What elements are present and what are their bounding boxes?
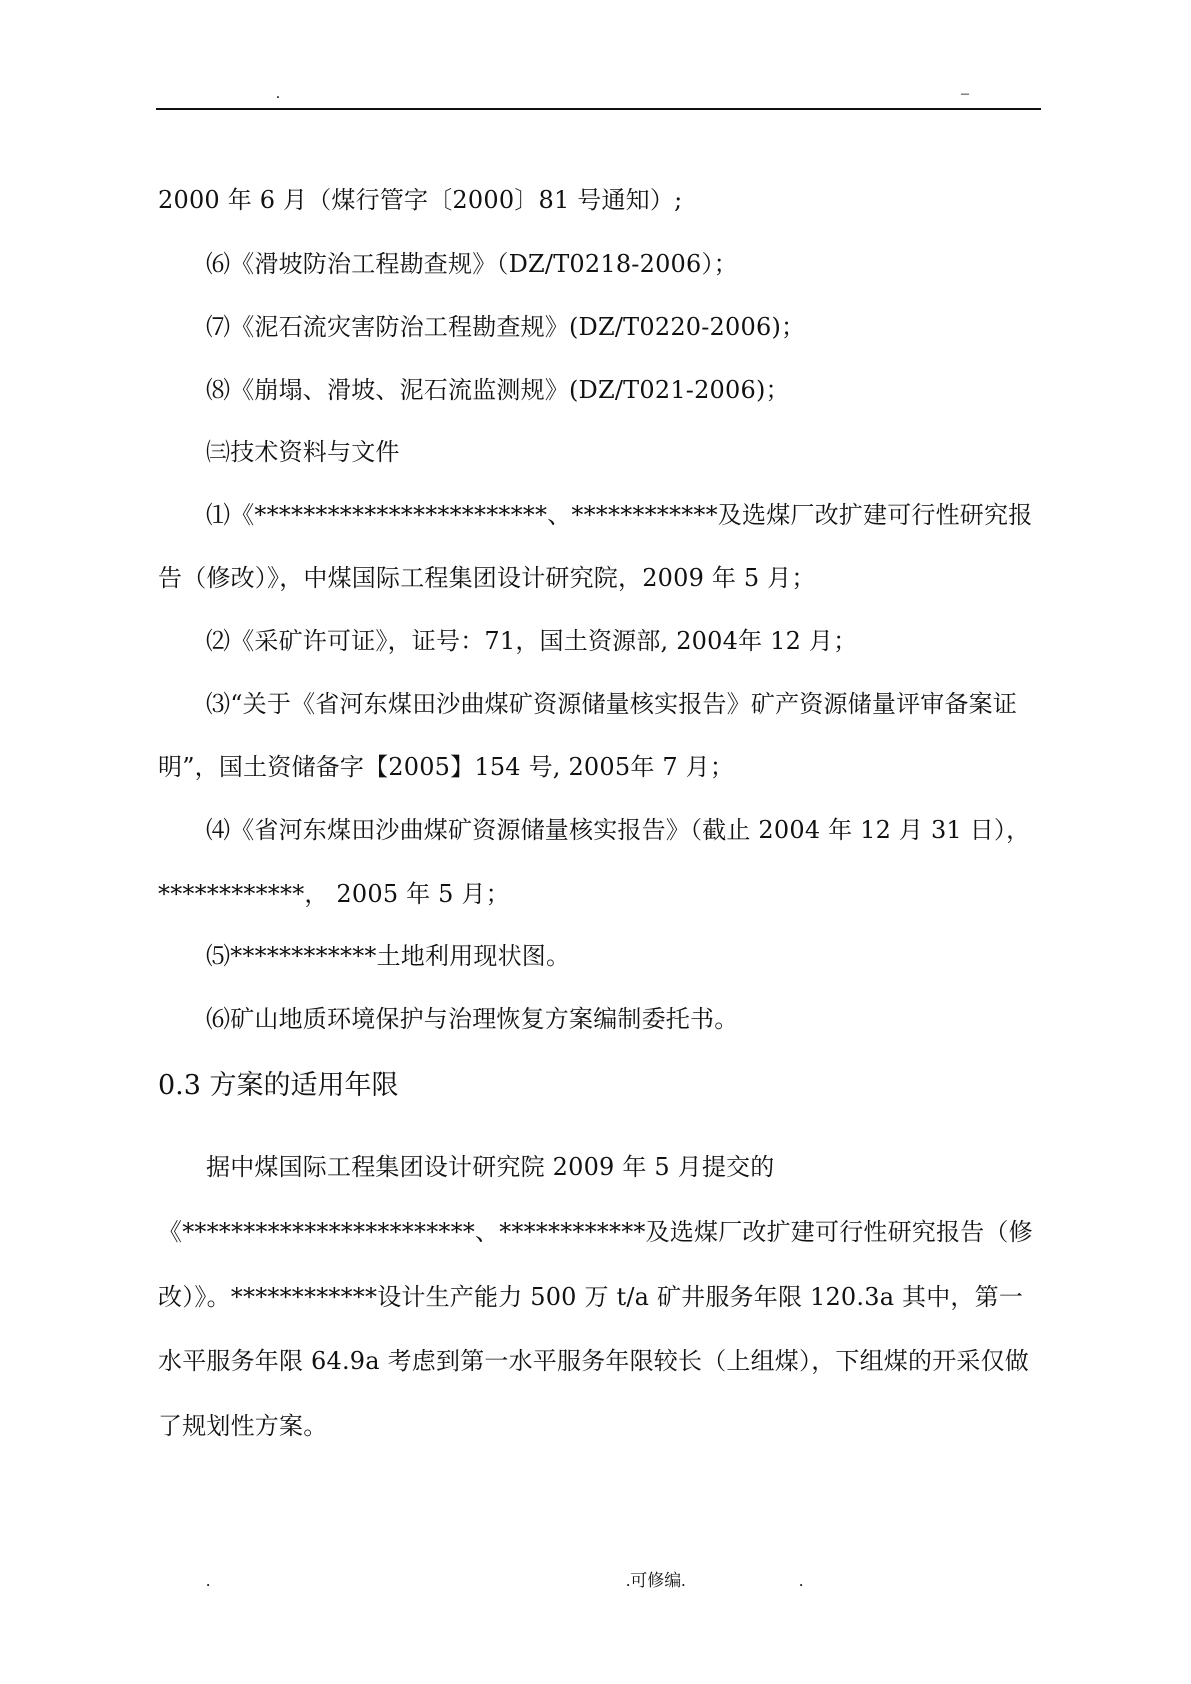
reference-item-4-line-2: ************， 2005 年 5 月； [158,880,510,908]
reference-item-1-line-2: 告（修改）》，中煤国际工程集团设计研究院，2009 年 5 月； [158,564,816,592]
header-mark-right: – [961,85,969,102]
reference-item-6: ⑹矿山地质环境保护与治理恢复方案编制委托书。 [206,1005,739,1033]
paragraph-line-3: 改）》。************设计生产能力 500 万 t/a 矿井服务年限 120.3a 其中，第一 [158,1283,1024,1311]
body-line-1: 2000 年 6 月（煤行管字〔2000〕81 号通知）; [158,186,683,214]
section-subheading: ㈢技术资料与文件 [206,438,400,466]
paragraph-line-5: 了规划性方案。 [158,1412,328,1440]
paragraph-line-2: 《************************、************及选煤厂改扩建可行性研究报告（修 [158,1218,1033,1246]
reference-item-1-line-1: ⑴《************************、************及选煤厂改扩建可行性研究报 [206,501,1033,529]
paragraph-line-4: 水平服务年限 64.9a 考虑到第一水平服务年限较长（上组煤），下组煤的开采仅做 [158,1347,1030,1375]
header-mark-left: . [276,85,280,102]
reference-item-3-line-1: ⑶“关于《省河东煤田沙曲煤矿资源储量核实报告》矿产资源储量评审备案证 [206,690,1018,718]
section-heading: 0.3 方案的适用年限 [158,1070,399,1101]
reference-item-2: ⑵《采矿许可证》，证号：71，国土资源部, 2004年 12 月； [206,627,858,655]
reference-item-4-line-1: ⑷《省河东煤田沙曲煤矿资源储量核实报告》（截止 2004 年 12 月 31 日）， [206,816,1031,844]
standard-item-6: ⑹《滑坡防治工程勘查规》（DZ/T0218-2006）； [206,250,738,278]
standard-item-8: ⑻《崩塌、滑坡、泥石流监测规》(DZ/T021-2006)； [206,376,790,404]
paragraph-line-1: 据中煤国际工程集团设计研究院 2009 年 5 月提交的 [206,1153,775,1181]
header-rule [156,108,1041,110]
footer-mark-right: . [799,1571,804,1590]
reference-item-5: ⑸************土地利用现状图。 [206,942,571,970]
standard-item-7: ⑺《泥石流灾害防治工程勘查规》(DZ/T0220-2006)； [206,313,806,341]
footer-editable-note: .可修编. [626,1571,686,1590]
reference-item-3-line-2: 明”，国土资储备字【2005】154 号, 2005年 7 月； [158,753,735,781]
footer-mark-left: . [206,1571,211,1590]
